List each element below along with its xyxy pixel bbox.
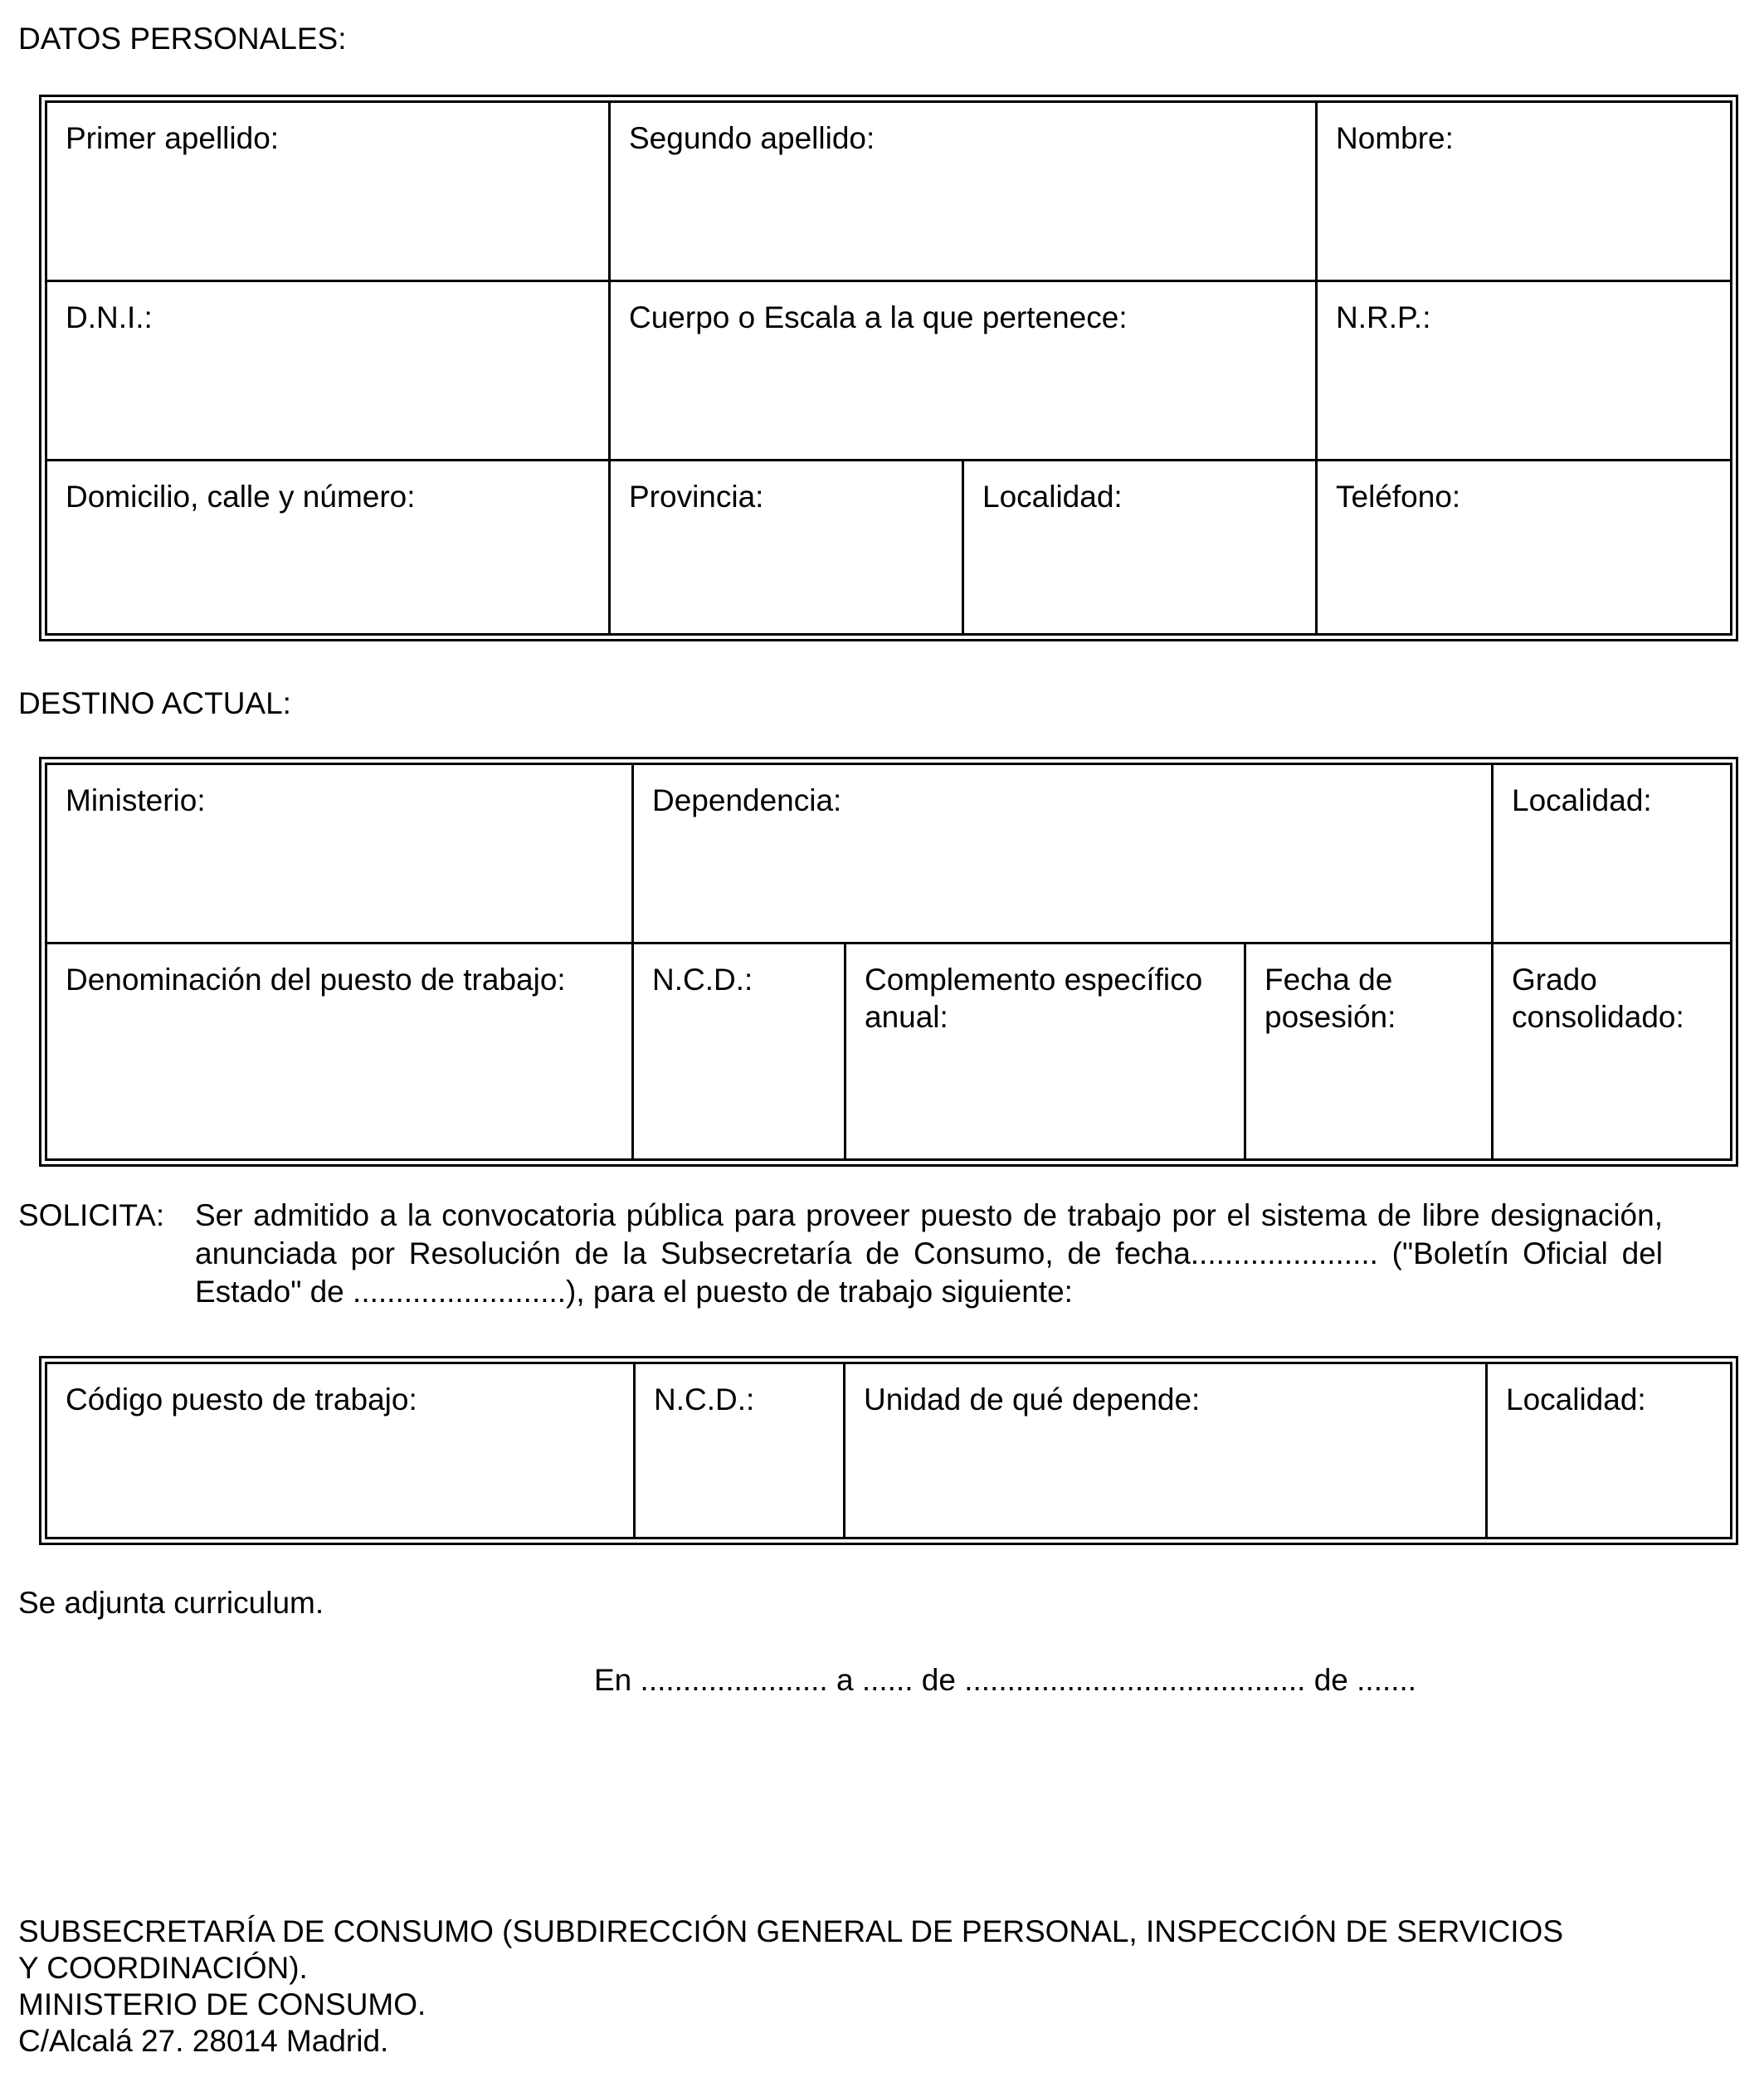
field-segundo-apellido[interactable]: Segundo apellido:	[610, 102, 1317, 281]
field-localidad-puesto[interactable]: Localidad:	[1487, 1363, 1732, 1538]
solicita-label: SOLICITA:	[18, 1198, 165, 1232]
field-primer-apellido[interactable]: Primer apellido:	[46, 102, 610, 281]
solicita-paragraph	[18, 1197, 1663, 1311]
puesto-solicitado-table	[39, 1356, 1738, 1545]
destino-actual-table	[39, 757, 1738, 1167]
adjunta-curriculum: Se adjunta curriculum.	[18, 1586, 324, 1620]
section-title-datos-personales: DATOS PERSONALES:	[18, 22, 347, 56]
field-fecha-posesion[interactable]: Fecha de posesión:	[1245, 943, 1493, 1160]
field-ministerio[interactable]: Ministerio:	[46, 764, 633, 943]
field-ncd-destino[interactable]: N.C.D.:	[633, 943, 845, 1160]
field-localidad[interactable]: Localidad:	[963, 461, 1317, 635]
field-ncd-puesto[interactable]: N.C.D.:	[635, 1363, 845, 1538]
field-nombre[interactable]: Nombre:	[1317, 102, 1732, 281]
field-domicilio[interactable]: Domicilio, calle y número:	[46, 461, 610, 635]
datos-personales-table	[39, 95, 1738, 641]
footer-address	[18, 1914, 1727, 2060]
field-dni[interactable]: D.N.I.:	[46, 281, 610, 461]
field-cuerpo-escala[interactable]: Cuerpo o Escala a la que pertenece:	[610, 281, 1317, 461]
footer-line-1: SUBSECRETARÍA DE CONSUMO (SUBDIRECCIÓN GENERAL DE PERSONAL, INSPECCIÓN DE SERVICIOS	[18, 1914, 1564, 1948]
field-localidad-destino[interactable]: Localidad:	[1493, 764, 1732, 943]
solicita-text: Ser admitido a la convocatoria pública para proveer puesto de trabajo por el sistema de libre designación, anunciada por Resolución de la Subsecretaría de Consumo, de fecha...................... ("Boletín Oficial del Estado" de .........................), para el puesto de trabajo siguiente:	[195, 1198, 1663, 1309]
field-telefono[interactable]: Teléfono:	[1317, 461, 1732, 635]
footer-line-4: C/Alcalá 27. 28014 Madrid.	[18, 2024, 389, 2058]
section-title-destino-actual: DESTINO ACTUAL:	[18, 686, 291, 720]
field-grado-consolidado[interactable]: Grado consolidado:	[1493, 943, 1732, 1160]
footer-line-2: Y COORDINACIÓN).	[18, 1951, 308, 1985]
fecha-linea: En ...................... a ...... de ........................................ de .......	[594, 1663, 1417, 1697]
field-complemento-especifico[interactable]: Complemento específico anual:	[845, 943, 1245, 1160]
field-dependencia[interactable]: Dependencia:	[633, 764, 1493, 943]
field-denominacion-puesto[interactable]: Denominación del puesto de trabajo:	[46, 943, 633, 1160]
field-codigo-puesto[interactable]: Código puesto de trabajo:	[46, 1363, 635, 1538]
field-unidad-depende[interactable]: Unidad de qué depende:	[845, 1363, 1487, 1538]
field-provincia[interactable]: Provincia:	[610, 461, 963, 635]
field-nrp[interactable]: N.R.P.:	[1317, 281, 1732, 461]
footer-line-3: MINISTERIO DE CONSUMO.	[18, 1987, 426, 2021]
